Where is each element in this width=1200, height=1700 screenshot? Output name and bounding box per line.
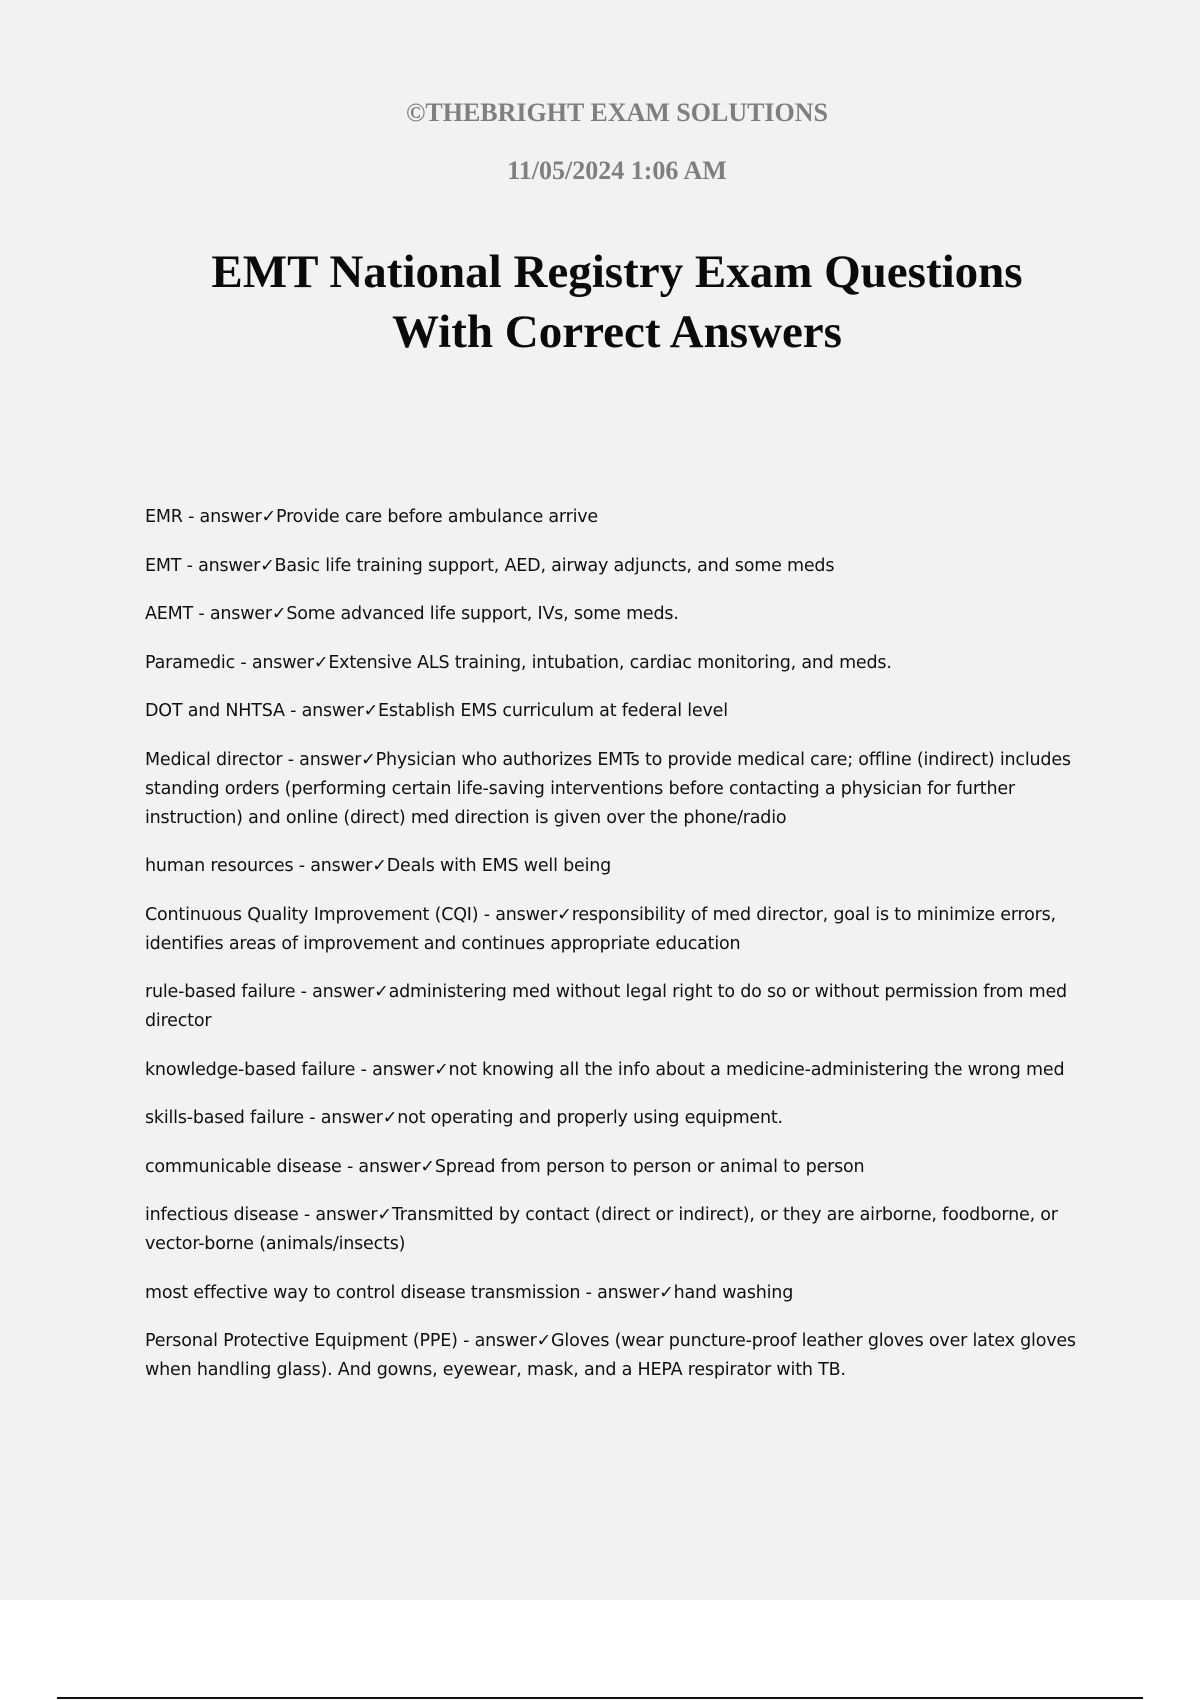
qa-list <box>145 503 1095 1405</box>
qa-item: Personal Protective Equipment (PPE) - answer✓Gloves (wear puncture-proof leather gloves over latex gloves when handling glass). And gowns, eyewear, mask, and a HEPA respirator with TB. <box>145 1331 1076 1380</box>
document-title <box>0 242 1200 362</box>
qa-item: knowledge-based failure - answer✓not knowing all the info about a medicine-administering the wrong med <box>145 1059 1065 1080</box>
qa-item: EMT - answer✓Basic life training support, AED, airway adjuncts, and some meds <box>145 555 835 576</box>
footer-divider <box>57 1697 1143 1699</box>
copyright-header: ©THEBRIGHT EXAM SOLUTIONS <box>405 98 829 127</box>
qa-item: infectious disease - answer✓Transmitted by contact (direct or indirect), or they are airborne, foodborne, or vector-borne (animals/insects) <box>145 1205 1058 1254</box>
qa-item: skills-based failure - answer✓not operating and properly using equipment. <box>145 1108 783 1128</box>
qa-item: human resources - answer✓Deals with EMS well being <box>145 856 612 876</box>
document-datetime: 11/05/2024 1:06 AM <box>507 156 727 185</box>
qa-item: Medical director - answer✓Physician who authorizes EMTs to provide medical care; offline (indirect) includes standing orders (performing certain life-saving interventions before contacting a physician for further instruction) and online (direct) med direction is given over the phone/radio <box>145 749 1071 828</box>
qa-item: communicable disease - answer✓Spread from person to person or animal to person <box>145 1156 865 1177</box>
qa-item: most effective way to control disease transmission - answer✓hand washing <box>145 1282 794 1303</box>
qa-item: rule-based failure - answer✓administering med without legal right to do so or without permission from med director <box>145 982 1067 1031</box>
qa-item: Continuous Quality Improvement (CQI) - answer✓responsibility of med director, goal is to minimize errors, identifies areas of improvement and continues appropriate education <box>145 904 1056 954</box>
title-line-2: With Correct Answers <box>392 306 842 358</box>
qa-item: AEMT - answer✓Some advanced life support, IVs, some meds. <box>145 604 679 624</box>
qa-item: Paramedic - answer✓Extensive ALS training, intubation, cardiac monitoring, and meds. <box>145 652 892 673</box>
title-line-1: EMT National Registry Exam Questions <box>211 246 1023 298</box>
qa-item: EMR - answer✓Provide care before ambulance arrive <box>145 507 599 527</box>
qa-item: DOT and NHTSA - answer✓Establish EMS curriculum at federal level <box>145 701 728 721</box>
